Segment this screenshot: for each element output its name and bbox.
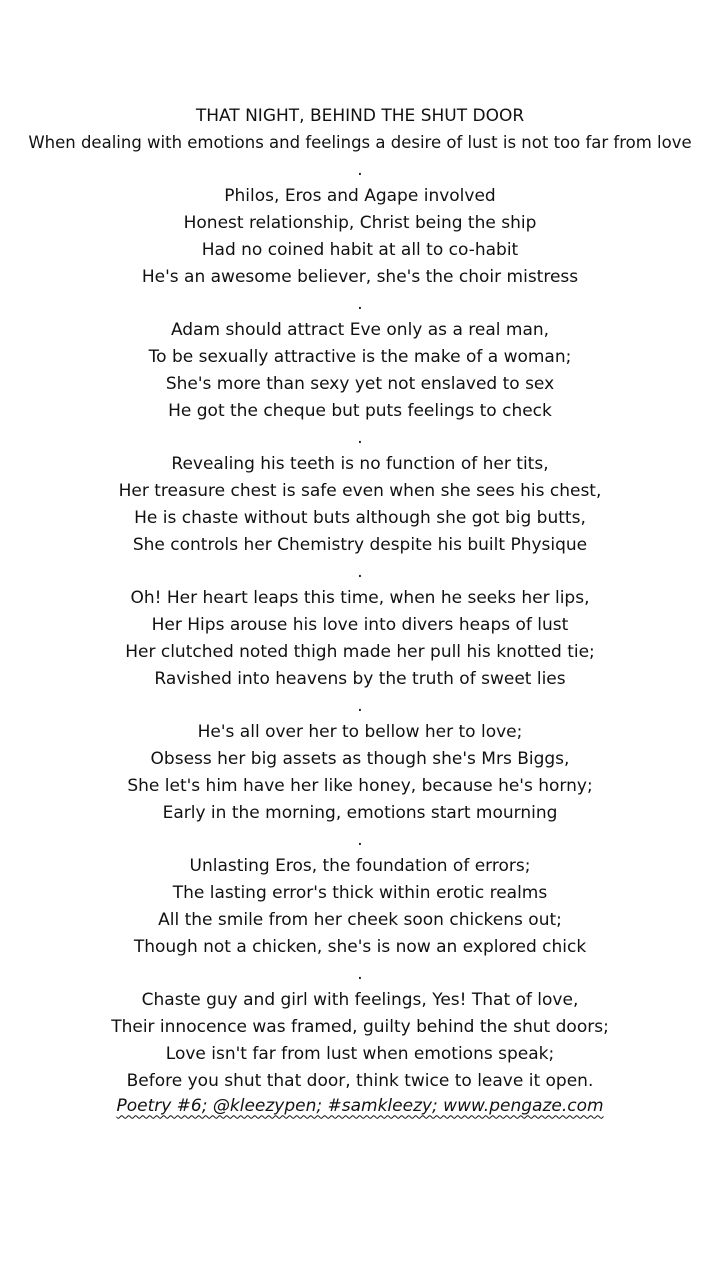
poem [0,103,720,1118]
stanza-separator: . [357,963,363,984]
poem-line: To be sexually attractive is the make of a woman; [148,347,572,368]
stanza [0,719,720,826]
poem-line: Honest relationship, Christ being the ship [183,213,537,234]
stanza-list [0,157,720,1095]
poem-line: Her Hips arouse his love into divers heaps of lust [151,615,569,636]
poem-line: Love isn't far from lust when emotions speak; [165,1043,555,1064]
stanza-separator: . [357,829,363,850]
poem-line: Obsess her big assets as though she's Mrs Biggs, [150,749,570,770]
poem-line: He got the cheque but puts feelings to check [168,400,552,421]
poem-line: Oh! Her heart leaps this time, when he seeks her lips, [130,588,590,609]
poem-line: Unlasting Eros, the foundation of errors; [189,856,531,877]
stanza [0,451,720,558]
stanza-separator: . [357,427,363,448]
poem-line: He is chaste without buts although she got big butts, [134,507,586,528]
poem-line: She's more than sexy yet not enslaved to sex [165,373,555,394]
stanza [0,987,720,1094]
poem-title: THAT NIGHT, BEHIND THE SHUT DOOR [195,106,525,126]
poem-footer: Poetry #6; @kleezypen; #samkleezy; www.pengaze.com [116,1096,604,1117]
poem-line: He's all over her to bellow her to love; [197,722,523,743]
poem-line: Their innocence was framed, guilty behind the shut doors; [111,1017,609,1038]
stanza-separator: . [357,293,363,314]
poem-line: All the smile from her cheek soon chickens out; [158,909,562,930]
stanza [0,317,720,424]
poem-line: Chaste guy and girl with feelings, Yes! That of love, [141,990,579,1011]
poem-line: The lasting error's thick within erotic realms [172,883,548,904]
poem-line: Early in the morning, emotions start mourning [162,802,558,823]
poem-line: He's an awesome believer, she's the choir mistress [141,266,579,287]
stanza-separator: . [357,561,363,582]
stanza [0,585,720,692]
poem-line: Had no coined habit at all to co-habit [201,239,519,260]
poem-subtitle: When dealing with emotions and feelings a desire of lust is not too far from love [28,132,692,152]
stanza-separator: . [357,159,363,180]
poem-line: Though not a chicken, she's is now an explored chick [133,936,587,957]
poem-line: Revealing his teeth is no function of her tits, [171,454,549,475]
poem-line: She controls her Chemistry despite his built Physique [132,534,588,555]
stanza-separator: . [357,695,363,716]
poem-line: Adam should attract Eve only as a real man, [170,320,550,341]
poem-line: Her clutched noted thigh made her pull his knotted tie; [125,641,595,662]
poem-line: She let's him have her like honey, because he's horny; [127,775,593,796]
poem-line: Ravished into heavens by the truth of sweet lies [154,668,566,689]
poem-line: Philos, Eros and Agape involved [224,186,496,207]
stanza [0,183,720,290]
poem-line: Her treasure chest is safe even when she sees his chest, [118,481,602,502]
poem-line: Before you shut that door, think twice to leave it open. [126,1070,594,1091]
stanza [0,853,720,960]
